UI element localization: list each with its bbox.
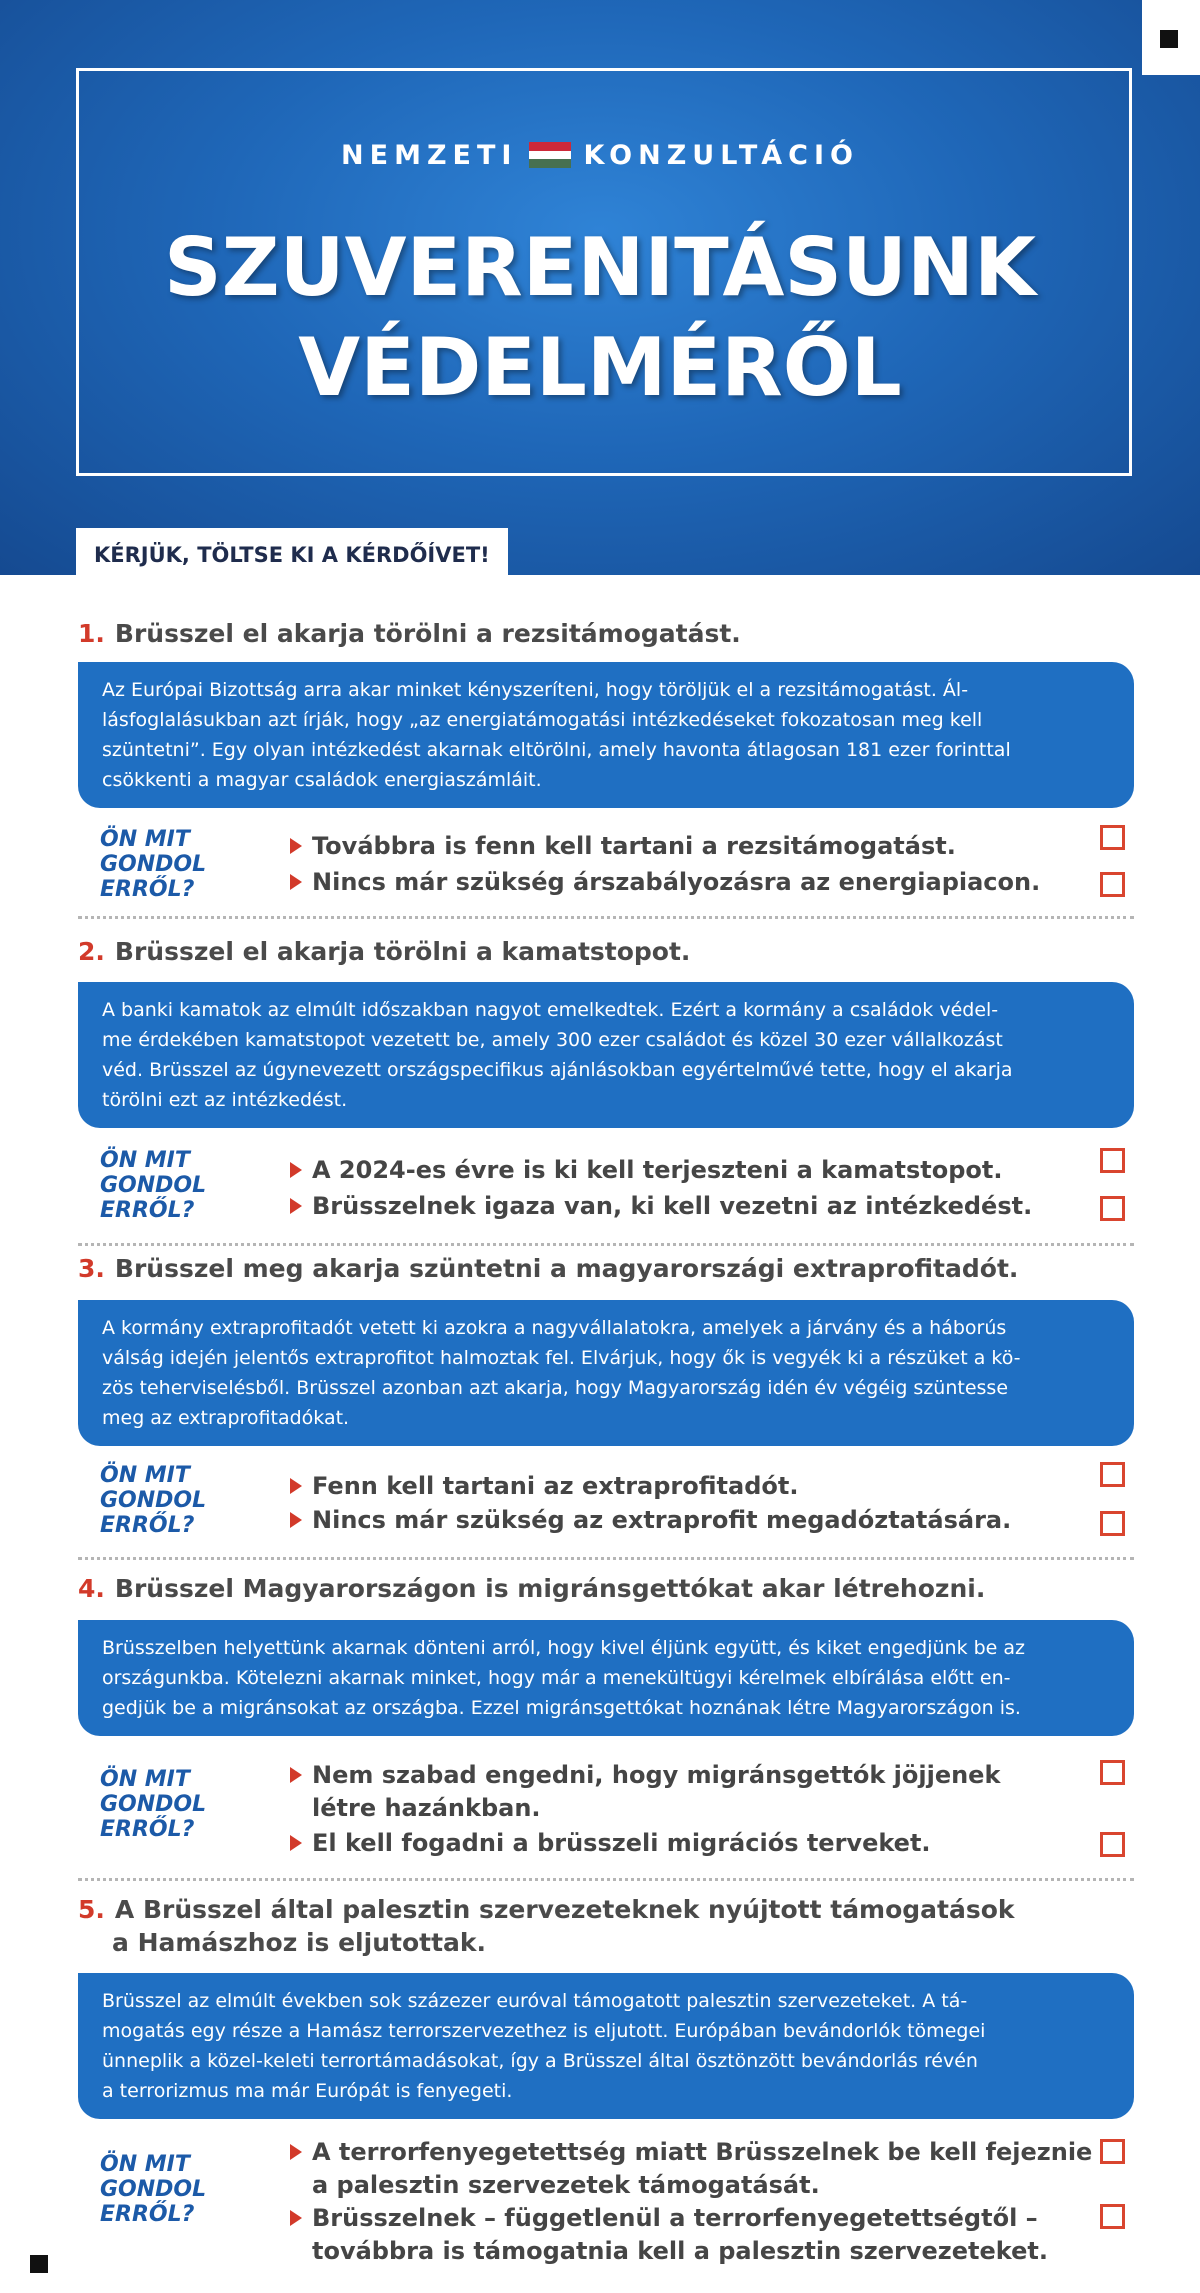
option-line: Fenn kell tartani az extraprofitadót. (312, 1472, 799, 1500)
question-number: 3. (78, 1254, 105, 1283)
prompt-line: ERRŐL? (100, 1198, 195, 1223)
prompt-line: GONDOL (100, 1792, 207, 1817)
question-2-context (78, 982, 1134, 1128)
question-1-option-1 (290, 830, 956, 863)
question-number: 1. (78, 619, 105, 648)
prompt-line: ERRŐL? (100, 2202, 195, 2227)
question-5-option-1-checkbox[interactable] (1100, 2139, 1125, 2164)
question-number: 5. (78, 1895, 105, 1924)
question-2-option-2 (290, 1190, 1032, 1223)
prompt-line: ÖN MIT (100, 1463, 190, 1488)
question-5-prompt (100, 2152, 206, 2227)
title-line-2: VÉDELMÉRŐL (298, 321, 902, 414)
option-line: a palesztin szervezetek támogatását. (312, 2171, 820, 2199)
context-line: Brüsszelben helyettünk akarnak dönteni arról, hogy kivel éljünk együtt, és kiket engedjünk be az (102, 1637, 1026, 1659)
prompt-line: ERRŐL? (100, 1817, 195, 1842)
prompt-line: ÖN MIT (100, 2152, 190, 2177)
question-number: 2. (78, 937, 105, 966)
question-number: 4. (78, 1574, 105, 1603)
question-1-option-2-checkbox[interactable] (1100, 872, 1125, 897)
context-line: A banki kamatok az elmúlt időszakban nagyot emelkedtek. Ezért a kormány a családok védel- (102, 999, 999, 1021)
title-line-1: SZUVERENITÁSUNK (164, 221, 1036, 314)
context-line: törölni ezt az intézkedést. (102, 1089, 348, 1111)
question-2-option-1-checkbox[interactable] (1100, 1148, 1125, 1173)
question-3-context (78, 1300, 1134, 1446)
question-4-option-1 (290, 1759, 1000, 1825)
question-title-text: Brüsszel el akarja törölni a kamatstopot. (114, 937, 691, 966)
option-line: továbbra is támogatnia kell a palesztin szervezeteket. (312, 2237, 1048, 2265)
context-line: szüntetni”. Egy olyan intézkedést akarnak eltörölni, amely havonta átlagosan 181 ezer forinttal (102, 739, 1011, 761)
prompt-line: GONDOL (100, 852, 207, 877)
option-line: A terrorfenyegetettség miatt Brüsszelnek be kell fejeznie (312, 2138, 1093, 2166)
question-3-option-1 (290, 1470, 798, 1503)
prompt-line: ERRŐL? (100, 1513, 195, 1538)
prompt-line: ÖN MIT (100, 1148, 190, 1173)
hungarian-flag-icon (529, 142, 571, 168)
context-line: válság idején jelentős extraprofitot halmoztak fel. Elvárjuk, hogy ők is vegyék ki a részüket a kö- (102, 1347, 1021, 1369)
option-line: létre hazánkban. (312, 1794, 541, 1822)
prompt-line: ÖN MIT (100, 1767, 190, 1792)
context-line: a terrorizmus ma már Európát is fenyegeti. (102, 2080, 513, 2102)
question-3-title (78, 1252, 1018, 1285)
context-line: meg az extraprofitadókat. (102, 1407, 350, 1429)
question-4-title (78, 1572, 985, 1605)
question-title-text: A Brüsszel által palesztin szervezeteknek nyújtott támogatások (114, 1895, 1015, 1924)
question-title-text: Brüsszel el akarja törölni a rezsitámogatást. (114, 619, 741, 648)
context-line: A kormány extraprofitadót vetett ki azokra a nagyvállalatokra, amelyek a járvány és a háborús (102, 1317, 1007, 1339)
context-line: ünneplik a közel-keleti terrortámadásokat, így a Brüsszel által ösztönzött bevándorlás révén (102, 2050, 978, 2072)
kicker-left: NEMZETI (341, 140, 518, 171)
question-4-option-2 (290, 1827, 931, 1860)
prompt-line: GONDOL (100, 1173, 207, 1198)
question-4-option-1-checkbox[interactable] (1100, 1760, 1125, 1785)
question-4-prompt (100, 1767, 206, 1842)
question-2-option-2-checkbox[interactable] (1100, 1196, 1125, 1221)
question-1-context (78, 662, 1134, 808)
question-2-option-1 (290, 1154, 1002, 1187)
flag-red-stripe (529, 142, 571, 151)
question-title-line-2: a Hamászhoz is eljutottak. (112, 1928, 487, 1957)
option-line: Brüsszelnek – függetlenül a terrorfenyegetettségtől – (312, 2204, 1038, 2232)
option-line: Továbbra is fenn kell tartani a rezsitámogatást. (312, 832, 956, 860)
context-line: lásfoglalásukban azt írják, hogy „az energiatámogatási intézkedéseket fokozatosan meg kell (102, 709, 983, 731)
page-title (0, 218, 1200, 418)
option-line: El kell fogadni a brüsszeli migrációs terveket. (312, 1829, 931, 1857)
option-line: Brüsszelnek igaza van, ki kell vezetni az intézkedést. (312, 1192, 1033, 1220)
question-3-option-2-checkbox[interactable] (1100, 1511, 1125, 1536)
kicker-right: KONZULTÁCIÓ (583, 140, 859, 171)
flag-green-stripe (529, 159, 571, 168)
question-5-option-1 (290, 2136, 1092, 2202)
context-line: me érdekében kamatstopot vezetett be, amely 300 ezer családot és közel 30 ezer vállalkozást (102, 1029, 1003, 1051)
prompt-line: ERRŐL? (100, 877, 195, 902)
registration-mark-bottom (30, 2255, 48, 2273)
context-line: Brüsszel az elmúlt években sok százezer euróval támogatott palesztin szervezeteket. A tá- (102, 1990, 968, 2012)
context-line: Az Európai Bizottság arra akar minket kényszeríteni, hogy töröljük el a rezsitámogatást. Ál- (102, 679, 969, 701)
divider (78, 916, 1134, 919)
context-line: csökkenti a magyar családok energiaszámláit. (102, 769, 542, 791)
context-line: gedjük be a migránsokat az országba. Ezzel migránsgettókat hoznának létre Magyarországon is. (102, 1697, 1021, 1719)
prompt-line: GONDOL (100, 2177, 207, 2202)
flag-white-stripe (529, 151, 571, 160)
question-5-title (78, 1893, 1015, 1959)
question-5-context (78, 1973, 1134, 2119)
question-title-text: Brüsszel meg akarja szüntetni a magyarországi extraprofitadót. (114, 1254, 1019, 1283)
question-1-title (78, 617, 741, 650)
kicker (0, 140, 1200, 171)
divider (78, 1878, 1134, 1881)
question-4-context (78, 1620, 1134, 1736)
context-line: véd. Brüsszel az úgynevezett országspecifikus ajánlásokban egyértelművé tette, hogy el akarja (102, 1059, 1013, 1081)
question-1-option-2 (290, 866, 1040, 899)
question-title-text: Brüsszel Magyarországon is migránsgettókat akar létrehozni. (114, 1574, 986, 1603)
question-3-prompt (100, 1463, 206, 1538)
question-1-prompt (100, 827, 206, 902)
context-line: zös teherviselésből. Brüsszel azonban azt akarja, hogy Magyarország idén év végéig szüntesse (102, 1377, 1009, 1399)
option-line: Nem szabad engedni, hogy migránsgettók jöjjenek (312, 1761, 1001, 1789)
question-2-prompt (100, 1148, 206, 1223)
context-line: mogatás egy része a Hamász terrorszervezethez is eljutott. Európában bevándorlók tömegei (102, 2020, 986, 2042)
option-line: Nincs már szükség az extraprofit megadóztatására. (312, 1506, 1012, 1534)
prompt-line: ÖN MIT (100, 827, 190, 852)
divider (78, 1243, 1134, 1246)
question-3-option-2 (290, 1504, 1011, 1537)
option-line: A 2024-es évre is ki kell terjeszteni a kamatstopot. (312, 1156, 1003, 1184)
question-3-option-1-checkbox[interactable] (1100, 1462, 1125, 1487)
prompt-line: GONDOL (100, 1488, 207, 1513)
question-5-option-2 (290, 2202, 1048, 2268)
option-line: Nincs már szükség árszabályozásra az energiapiacon. (312, 868, 1041, 896)
registration-mark-top (1160, 30, 1178, 48)
divider (78, 1557, 1134, 1560)
question-4-option-2-checkbox[interactable] (1100, 1832, 1125, 1857)
question-2-title (78, 935, 690, 968)
context-line: országunkba. Kötelezni akarnak minket, hogy már a menekültügyi kérelmek elbírálása előtt en- (102, 1667, 1011, 1689)
fill-in-instruction: KÉRJÜK, TÖLTSE KI A KÉRDŐÍVET! (76, 528, 508, 582)
question-5-option-2-checkbox[interactable] (1100, 2204, 1125, 2229)
question-1-option-1-checkbox[interactable] (1100, 825, 1125, 850)
